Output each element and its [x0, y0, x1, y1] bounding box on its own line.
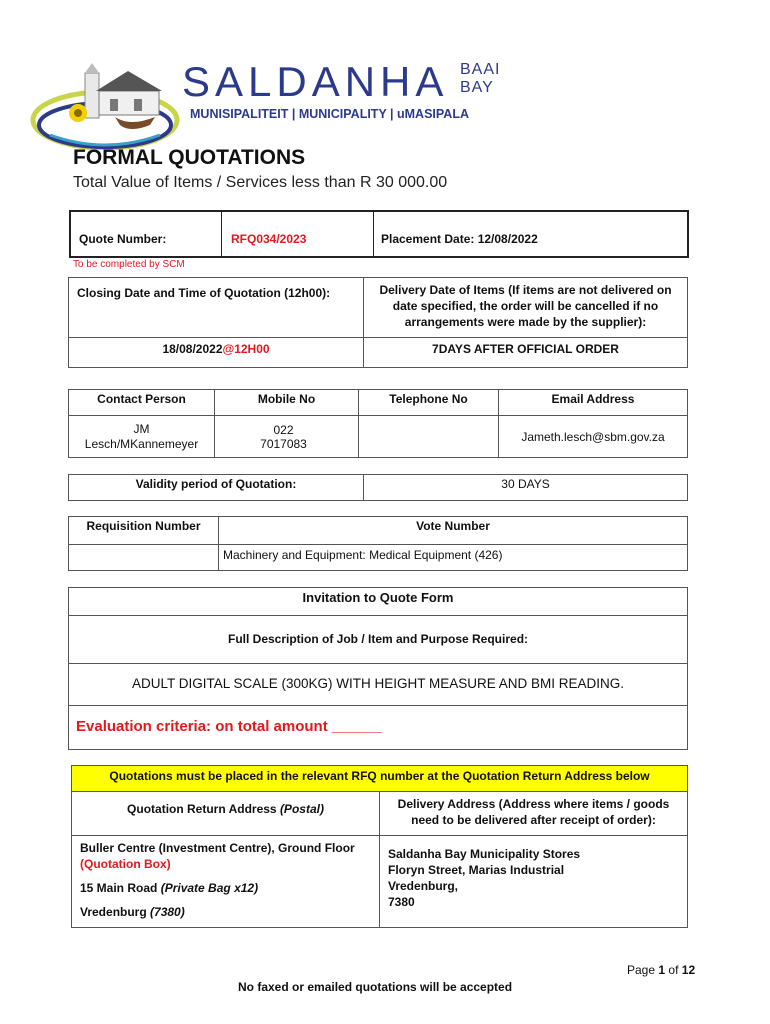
requisition-label: Requisition Number	[69, 517, 219, 545]
delivery-line-3: Vredenburg,	[388, 879, 459, 893]
closing-date-cell	[69, 338, 364, 368]
scm-note: To be completed by SCM	[73, 259, 185, 270]
contact-header-person: Contact Person	[69, 390, 215, 416]
page-current: 1	[658, 963, 666, 977]
contact-person: JM Lesch/MKannemeyer	[69, 416, 215, 458]
closing-time: @12H00	[222, 342, 270, 356]
contact-mobile: 022 7017083	[215, 416, 359, 458]
postal-label-cell	[72, 792, 380, 836]
logo-suffix-top: BAAI	[460, 61, 501, 78]
contact-email: Jameth.lesch@sbm.gov.za	[499, 416, 688, 458]
contact-header-mobile: Mobile No	[215, 390, 359, 416]
postal-line-2	[80, 880, 371, 896]
delivery-label: Delivery Date of Items (If items are not delivered on date specified, the order will be cancelled if no arrangements were made by the supplier):	[379, 283, 672, 329]
invitation-title: Invitation to Quote Form	[69, 588, 688, 616]
quote-number-box	[69, 210, 689, 258]
requisition-value	[69, 545, 219, 571]
postal-label-italic: (Postal)	[279, 802, 324, 816]
delivery-address-label: Delivery Address (Address where items / goods need to be delivered after receipt of order):	[380, 792, 688, 836]
placement-date: Placement Date: 12/08/2022	[381, 232, 538, 246]
logo-name: SALDANHA	[182, 58, 449, 105]
quotation-box-text: (Quotation Box)	[80, 857, 171, 871]
contact-telephone	[359, 416, 499, 458]
delivery-line-4: 7380	[388, 895, 415, 909]
requisition-table	[68, 516, 688, 571]
contact-header-email: Email Address	[499, 390, 688, 416]
validity-table	[68, 474, 688, 501]
postal-line-2-text: 15 Main Road	[80, 881, 158, 895]
closing-label: Closing Date and Time of Quotation (12h00):	[77, 286, 331, 300]
validity-label: Validity period of Quotation:	[69, 475, 364, 501]
delivery-line-1: Saldanha Bay Municipality Stores	[388, 847, 581, 861]
logo-suffix-bottom: BAY	[460, 79, 494, 96]
postal-label: Quotation Return Address	[127, 802, 277, 816]
validity-value: 30 DAYS	[364, 475, 688, 501]
divider	[373, 212, 374, 256]
quote-number-label: Quote Number:	[79, 232, 167, 246]
postal-address-cell	[72, 836, 380, 928]
invitation-table	[68, 587, 688, 750]
delivery-value-cell	[364, 338, 688, 368]
page-subtitle: Total Value of Items / Services less than R 30 000.00	[73, 174, 448, 191]
page-number	[627, 963, 695, 977]
contact-header-telephone: Telephone No	[359, 390, 499, 416]
delivery-label-cell	[364, 278, 688, 338]
logo-emblem	[30, 55, 180, 150]
description-label: Full Description of Job / Item and Purpose Required:	[69, 616, 688, 664]
closing-table	[68, 277, 688, 368]
municipality-logo	[30, 55, 510, 150]
divider	[221, 212, 222, 256]
closing-date: 18/08/2022	[162, 342, 223, 356]
vote-label: Vote Number	[219, 517, 688, 545]
return-address-table	[71, 765, 688, 928]
delivery-value: 7DAYS AFTER OFFICIAL ORDER	[432, 342, 619, 356]
postal-line-3	[80, 904, 371, 920]
quote-number-value: RFQ034/2023	[231, 232, 307, 246]
postal-line-1	[80, 840, 371, 872]
vote-value: Machinery and Equipment: Medical Equipment (426)	[219, 545, 688, 571]
page-of: of	[668, 963, 679, 977]
contact-table	[68, 389, 688, 458]
delivery-address-cell	[380, 836, 688, 928]
page-title: FORMAL QUOTATIONS	[73, 146, 306, 169]
footer-note: No faxed or emailed quotations will be accepted	[238, 980, 513, 994]
private-bag-text: (Private Bag x12)	[160, 881, 259, 895]
page-total: 12	[681, 963, 696, 977]
postal-line-1-text: Buller Centre (Investment Centre), Ground Floor	[80, 841, 355, 855]
page-prefix: Page	[627, 963, 656, 977]
delivery-line-2: Floryn Street, Marias Industrial	[388, 863, 565, 877]
job-description: ADULT DIGITAL SCALE (300KG) WITH HEIGHT MEASURE AND BMI READING.	[69, 664, 688, 706]
postal-code-text: (7380)	[150, 905, 185, 919]
return-banner: Quotations must be placed in the relevant RFQ number at the Quotation Return Address below	[72, 766, 688, 792]
postal-line-3-text: Vredenburg	[80, 905, 147, 919]
evaluation-criteria: Evaluation criteria: on total amount ______	[69, 706, 688, 750]
logo-subtitle: MUNISIPALITEIT | MUNICIPALITY | uMASIPALA	[190, 107, 469, 121]
closing-label-cell	[69, 278, 364, 338]
